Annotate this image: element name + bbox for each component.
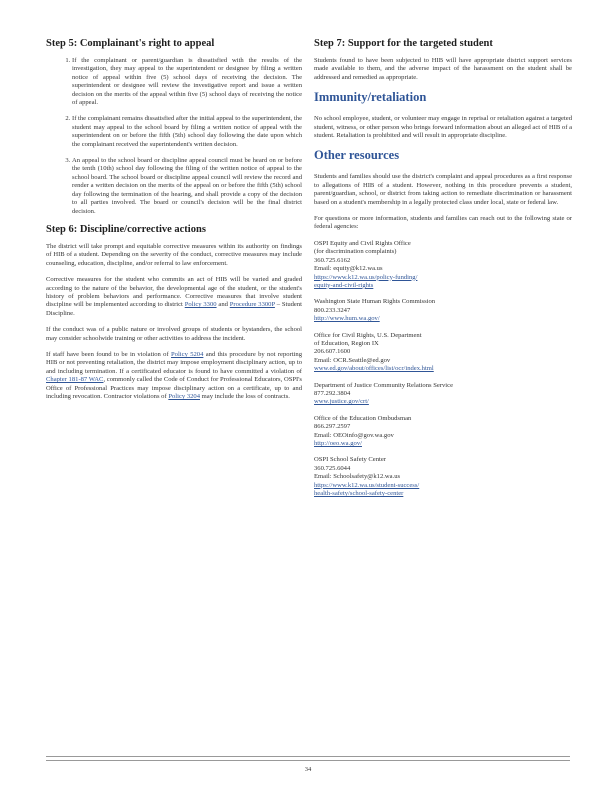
contact-url-link[interactable]: http://www.hum.wa.gov/ [314, 315, 380, 323]
contact-email: Email: OEOinfo@gov.wa.gov [314, 431, 394, 439]
contact-ocr [314, 332, 572, 374]
contact-subtitle: of Education, Region IX [314, 339, 379, 347]
resources-paragraph-1: Students and families should use the district's complaint and appeal procedures as a first response to allegations of HIB of a student. However, nothing in this procedure prevents a student, parent/guardian, school, or district from taking action to remediate discrimination or harassment based on a student's membership in a legally protected class under local, state or federal law. [314, 173, 572, 206]
contact-url-link[interactable]: www.ed.gov/about/offices/list/ocr/index.html [314, 365, 434, 373]
contact-name: Washington State Human Rights Commission [314, 298, 436, 306]
contact-phone: 800.233.3247 [314, 306, 351, 314]
policy-5204-link[interactable]: Policy 5204 [171, 350, 204, 358]
step7-heading: Step 7: Support for the targeted student [314, 38, 493, 49]
step5-heading: Step 5: Complainant's right to appeal [46, 38, 215, 49]
contact-url-link[interactable]: https://www.k12.wa.us/policy-funding/ [314, 273, 418, 281]
step6-paragraph-1: The district will take prompt and equitable corrective measures within its authority on findings of HIB of a student. Depending on the severity of the conduct, corrective measures may include counseling, education, discipline, and/or referral to law enforcement. [46, 242, 302, 267]
contact-ospi-equity [314, 240, 572, 290]
contact-subtitle: (for discrimination complaints) [314, 248, 397, 256]
page-number: 34 [304, 766, 312, 773]
step7-paragraph: Students found to have been subjected to HIB will have appropriate district support services made available to them, and the adverse impact of the harassment on the student shall be addressed and remedied as appropriate. [314, 57, 572, 81]
list-item: 1. If the complainant or parent/guardian is dissatisfied with the results of the investigation, they may appeal to the superintendent or designee by filing a written notice of appeal within five (5) school days of receiving the decision. The superintendent or designee will review the investigative report and issue a written decision on the merits of the appeal within five (5) school days of receiving the notice of appeal. [72, 57, 302, 107]
contact-phone: 360.725.6162 [314, 256, 351, 264]
contact-email: Email: OCR.Seattle@ed.gov [314, 356, 391, 364]
contact-name: Office of the Education Ombudsman [314, 414, 412, 422]
list-item: 2. If the complainant remains dissatisfied after the initial appeal to the superintendent, the student may appeal to the school board by filing a written notice of appeal with the superintendent on or before the fifth (5th) school day following the date upon which the complainant received the superintendent's written decision. [72, 115, 302, 149]
contact-url-link[interactable]: https://www.k12.wa.us/student-success/ [314, 481, 420, 489]
contact-url-link[interactable]: http://oeo.wa.gov/ [314, 440, 362, 447]
procedure-3300p-link[interactable]: Procedure 3300P [229, 301, 275, 309]
chapter-181-87-wac-link[interactable]: Chapter 181-87 WAC [46, 376, 104, 384]
contact-email: Email: Schoolsafety@k12.wa.us [314, 473, 401, 481]
contact-human-rights [314, 298, 572, 323]
text-span: and this procedure by not reporting HIB or not preventing retaliation, the district may impose employment disciplinary action, up to and including termination. If a certificated educator is found to have committed a violation of [46, 350, 302, 375]
contact-phone: 360.725.6044 [314, 464, 351, 472]
contact-name: OSPI Equity and Civil Rights Office [314, 239, 411, 247]
contact-doj [314, 382, 572, 407]
list-item: 3. An appeal to the school board or discipline appeal council must be heard on or before the tenth (10th) school day following the filing of the written notice of appeal to the school board. The school board or discipline appeal council will review the record and render a written decision on the merits of the appeal on or before the fifth (5th) school day following the termination of the hearing, and shall provide a copy of the decision to all parties involved. The board or council's decision will be the final district decision. [72, 157, 302, 216]
contact-url-link-cont[interactable]: equity-and-civil-rights [314, 281, 374, 289]
contact-phone: 866.297.2597 [314, 423, 351, 431]
immunity-paragraph: No school employee, student, or volunteer may engage in reprisal or retaliation against a targeted student, witness, or other person who brings forward information about an alleged act of HIB of a student. Retaliation is prohibited and will result in appropriate discipline. [314, 115, 572, 140]
policy-3204-link[interactable]: Policy 3204 [168, 393, 201, 400]
text-span: Corrective measures for the student who commits an act of HIB will be varied and graded according to the nature of the behavior, the developmental age of the student, or the student's history of problem behaviors and performance. Corrective measures that involve student discipline will be implemented according to district [46, 276, 302, 309]
contact-name: OSPI School Safety Center [314, 456, 386, 464]
contact-email: Email: equity@k12.wa.us [314, 265, 383, 273]
step6-paragraph-3: If the conduct was of a public nature or involved groups of students or bystanders, the school may consider schoolwide training or other activities to address the incident. [46, 326, 302, 342]
left-column [46, 38, 302, 409]
contact-url-link[interactable]: www.justice.gov/crt/ [314, 398, 369, 406]
immunity-heading: Immunity/retaliation [314, 90, 427, 105]
contact-phone: 877.292.3804 [314, 389, 351, 397]
policy-3300-link[interactable]: Policy 3300 [184, 301, 217, 309]
text-span: , commonly called the Code of Conduct for Professional Educators, OSPI's Office of Professional Practices may impose disciplinary action on a certificate, up to and including revocation. Contractor violations of [46, 376, 302, 400]
contact-url-link-cont[interactable]: health-safety/school-safety-center [314, 490, 404, 498]
contact-ombudsman [314, 415, 572, 449]
right-column [314, 38, 572, 506]
text-span: may include the loss of contracts. [200, 393, 290, 400]
footer-rule-bottom [46, 760, 570, 761]
footer-rule-top [46, 756, 570, 757]
other-resources-heading: Other resources [314, 148, 400, 163]
contact-name: Office for Civil Rights, U.S. Department [314, 331, 422, 339]
step6-heading: Step 6: Discipline/corrective actions [46, 223, 206, 235]
text-span: and [216, 301, 230, 309]
text-span: If staff have been found to be in violation of [46, 350, 172, 358]
step6-paragraph-4 [46, 351, 302, 401]
contact-phone: 206.607.1600 [314, 348, 351, 356]
resources-paragraph-2: For questions or more information, students and families can reach out to the following state or federal agencies: [314, 215, 572, 231]
text-span: – Student Discipline. [46, 301, 302, 317]
step6-paragraph-2 [46, 276, 302, 318]
contact-name: Department of Justice Community Relations Service [314, 381, 453, 389]
step5-list [46, 57, 302, 216]
contact-school-safety [314, 456, 572, 498]
